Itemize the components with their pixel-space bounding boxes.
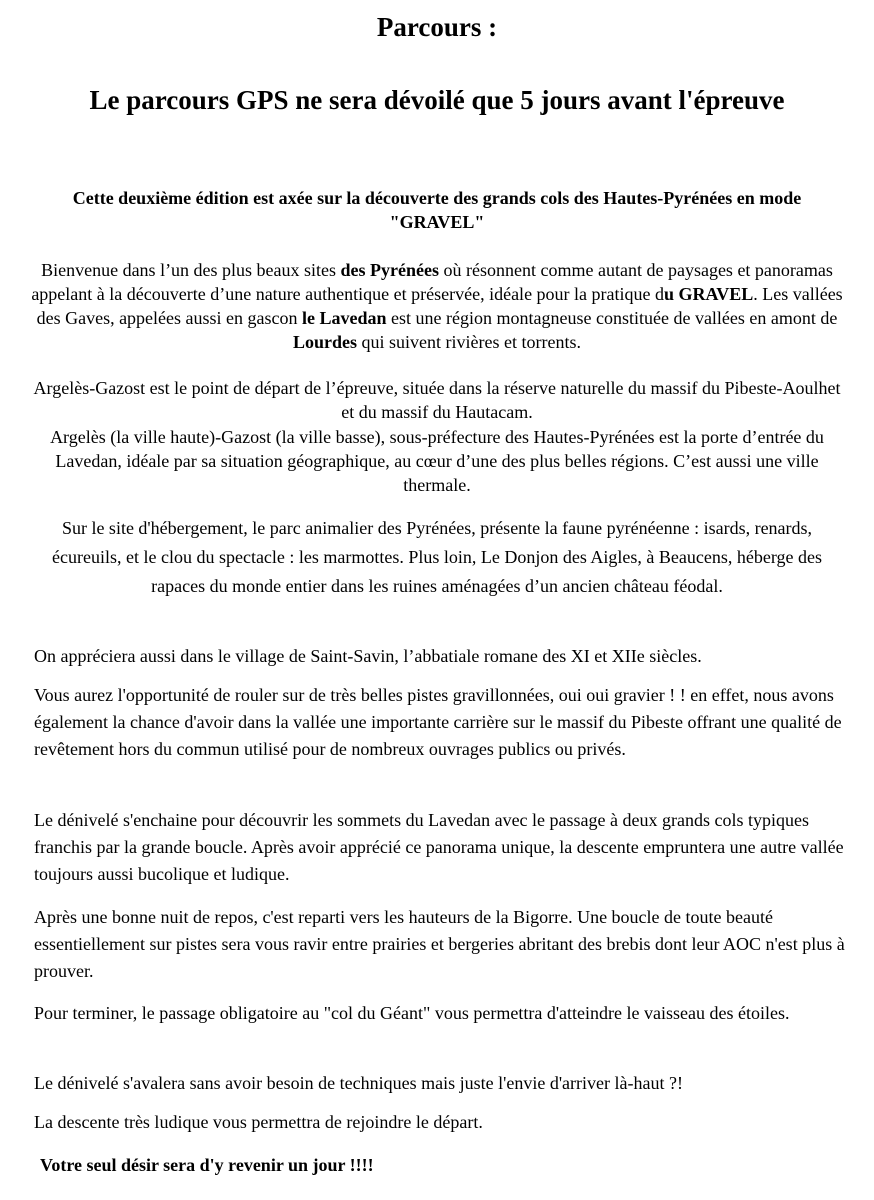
closing-line: Votre seul désir sera d'y revenir un jour !!!! <box>40 1155 374 1175</box>
paragraph-argeles-2: Argelès (la ville haute)-Gazost (la ville basse), sous-préfecture des Hautes-Pyrénées est la porte d’entrée du Lavedan, idéale par sa situation géographique, au cœur d’une des plus belles régions. C’est aussi une ville thermale. <box>50 427 824 495</box>
welcome-text-2: où résonnent comme autant de paysages et panoramas appelant à la découverte d’une nature authentique et préservée, idéale pour la pratique d <box>31 260 833 304</box>
intro-subtitle: Cette deuxième édition est axée sur la découverte des grands cols des Hautes-Pyrénées en mode "GRAVEL" <box>72 188 802 232</box>
welcome-bold-pyrenees: des Pyrénées <box>340 260 440 280</box>
welcome-bold-gravel: u GRAVEL <box>664 284 754 304</box>
welcome-text-3: . Les vallées des Gaves, appelées aussi en gascon <box>36 284 843 328</box>
paragraph-saint-savin: On appréciera aussi dans le village de Saint-Savin, l’abbatiale romane des XI et XIIe siècles. <box>34 646 702 666</box>
paragraph-denivele: Le dénivelé s'avalera sans avoir besoin de techniques mais juste l'envie d'arriver là-haut ?! <box>34 1073 683 1093</box>
welcome-bold-lavedan: le Lavedan <box>302 308 387 328</box>
paragraph-col-du-geant: Pour terminer, le passage obligatoire au "col du Géant" vous permettra d'atteindre le vaisseau des étoiles. <box>34 1003 790 1023</box>
paragraph-descente: La descente très ludique vous permettra de rejoindre le départ. <box>34 1112 483 1132</box>
paragraph-elevation: Le dénivelé s'enchaine pour découvrir les sommets du Lavedan avec le passage à deux grands cols typiques franchis par la grande boucle. Après avoir apprécié ce panorama unique, la descente empruntera une autre vallée toujours aussi bucolique et ludique. <box>34 810 844 884</box>
paragraph-bigorre: Après une bonne nuit de repos, c'est reparti vers les hauteurs de la Bigorre. Une boucle de toute beauté essentiellement sur pistes sera vous ravir entre prairies et bergeries abritant des brebis dont leur AOC n'est plus à prouver. <box>34 907 845 981</box>
paragraph-gravel-tracks: Vous aurez l'opportunité de rouler sur de très belles pistes gravillonnées, oui oui gravier ! ! en effet, nous avons également la chance d'avoir dans la vallée une importante carrière sur le massif du Pibeste offrant une qualité de revêtement hors du commun utilisé pour de nombreux ouvrages publics ou privés. <box>34 685 842 759</box>
page-title: Parcours : <box>376 12 498 42</box>
page-headline: Le parcours GPS ne sera dévoilé que 5 jours avant l'épreuve <box>89 85 785 115</box>
paragraph-welcome <box>26 258 848 354</box>
welcome-bold-lourdes: Lourdes <box>293 332 358 352</box>
welcome-text-1: Bienvenue dans l’un des plus beaux sites <box>41 260 341 280</box>
welcome-text-5: qui suivent rivières et torrents. <box>357 332 581 352</box>
welcome-text-4: est une région montagneuse constituée de vallées en amont de <box>386 308 838 328</box>
paragraph-accommodation: Sur le site d'hébergement, le parc animalier des Pyrénées, présente la faune pyrénéenne : isards, renards, écureuils, et le clou du spectacle : les marmottes. Plus loin, Le Donjon des Aigles, à Beaucens, héberge des rapaces du monde entier dans les ruines aménagées d’un ancien château féodal. <box>52 518 822 596</box>
paragraph-argeles-1: Argelès-Gazost est le point de départ de l’épreuve, située dans la réserve naturelle du massif du Pibeste-Aoulhet et du massif du Hautacam. <box>33 378 841 422</box>
